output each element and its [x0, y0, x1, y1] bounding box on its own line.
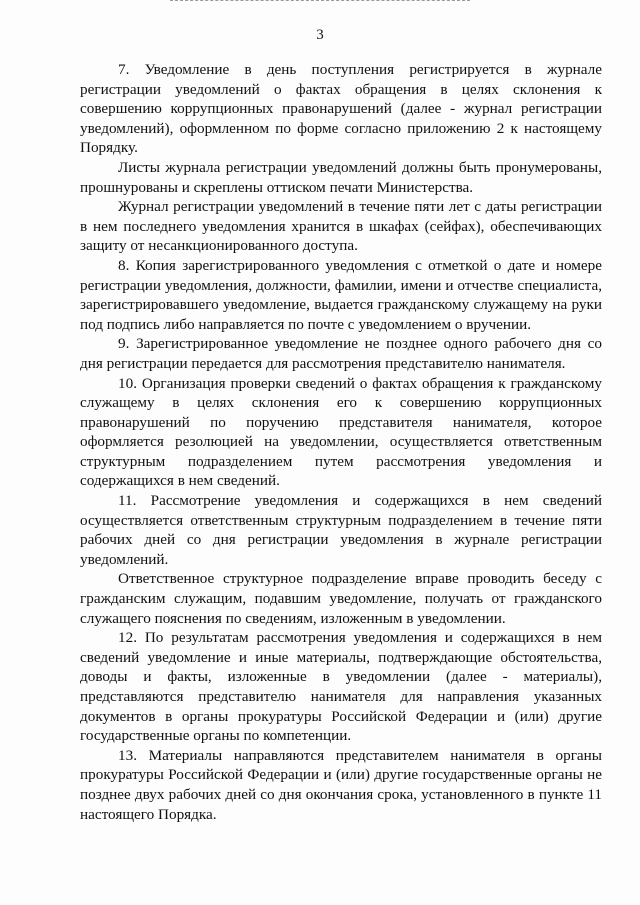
paragraph-item-13: 13. Материалы направляются представителем нанимателя в органы прокуратуры Российской Федерации и (или) другие государственные органы не позднее двух рабочих дней со дня окончания срока, установленного в пункте 11 настоящего Порядка. [80, 746, 602, 823]
paragraph-journal-storage: Журнал регистрации уведомлений в течение пяти лет с даты регистрации в нем последнего уведомления хранится в шкафах (сейфах), обеспечивающих защиту от несанкционированного доступа. [80, 198, 602, 255]
scan-edge-marks [170, 0, 470, 4]
paragraph-item-12: 12. По результатам рассмотрения уведомления и содержащихся в нем сведений уведомление и иные материалы, подтверждающие обстоятельства, доводы и факты, изложенные в уведомлении (далее - материалы), представляются представителю нанимателя для направления указанных документов в органы прокуратуры Российской Федерации и (или) другие государственные органы по компетенции. [80, 629, 602, 745]
paragraph-item-10: 10. Организация проверки сведений о фактах обращения к гражданскому служащему в целях склонения его к совершению коррупционных правонарушений по поручению представителя нанимателя, которое оформляется резолюцией на уведомлении, осуществляется ответственным структурным подразделением путем рассмотрения уведомления и содержащихся в нем сведений. [80, 374, 602, 490]
paragraph-journal-sheets: Листы журнала регистрации уведомлений должны быть пронумерованы, прошнурованы и скреплены оттиском печати Министерства. [80, 158, 602, 196]
paragraph-item-11: 11. Рассмотрение уведомления и содержащихся в нем сведений осуществляется ответственным структурным подразделением в течение пяти рабочих дней со дня регистрации уведомления в журнале регистрации уведомлений. [80, 492, 602, 568]
paragraph-item-9: 9. Зарегистрированное уведомление не позднее одного рабочего дня со дня регистрации передается для рассмотрения представителю нанимателя. [80, 335, 602, 372]
paragraph-interview: Ответственное структурное подразделение вправе проводить беседу с гражданским служащим, подавшим уведомление, получать от гражданского служащего пояснения по сведениям, изложенным в уведомлении. [80, 570, 602, 627]
document-body [80, 60, 602, 824]
paragraph-item-7: 7. Уведомление в день поступления регистрируется в журнале регистрации уведомлений о фактах обращения в целях склонения к совершению коррупционных правонарушений (далее - журнал регистрации уведомлений), оформленном по форме согласно приложению 2 к настоящему Порядку. [80, 61, 602, 157]
page-number: 3 [316, 27, 324, 43]
paragraph-item-8: 8. Копия зарегистрированного уведомления с отметкой о дате и номере регистрации уведомления, должности, фамилии, имени и отчестве специалиста, зарегистрировавшего уведомление, выдается гражданскому служащему на руки под подпись либо направляется по почте с уведомлением о вручении. [80, 256, 602, 333]
